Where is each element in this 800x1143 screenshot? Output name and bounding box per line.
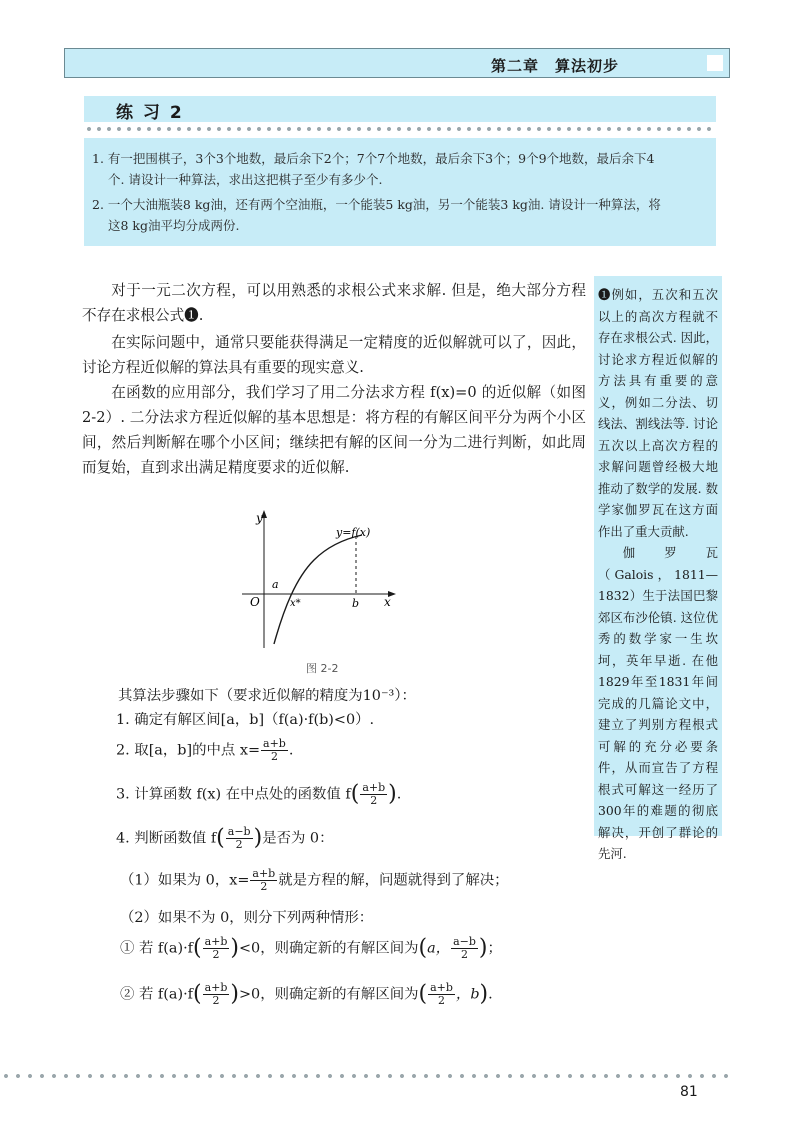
- exercise-title: 练 习 2: [116, 103, 184, 123]
- dotted-divider: [84, 126, 716, 132]
- steps-intro: 其算法步骤如下（要求近似解的精度为10⁻³）：: [118, 688, 416, 704]
- chapter-title: 第二章 算法初步: [490, 57, 619, 75]
- side-note-text-2: 伽罗瓦（Galois，1811—1832）生于法国巴黎郊区布沙伦镇. 这位优秀的数学家一生坎坷，英年早逝. 在他1829年至1831年间完成的几篇论文中，建立了判别方程根式可解的充分必要条件，从而宣告了方程根式可解这一经历了300年的难题的彻底解决，开创了群论的先河.: [598, 545, 718, 861]
- function-curve: [274, 535, 362, 644]
- case-2: （2）如果不为 0，则分下列两种情形：: [120, 910, 374, 926]
- origin-label: O: [250, 595, 260, 609]
- x-label: x: [384, 595, 391, 609]
- fraction-a-plus-b: $\frac{a+b}{2}$: [263, 737, 286, 763]
- step-4-text: 4. 判断函数值 f: [116, 830, 217, 847]
- exercise-item-1-line-2: 个. 请设计一种算法，求出这把棋子至少有多少个.: [108, 172, 383, 187]
- paragraph-2: 在实际问题中，通常只要能获得满足一定精度的近似解就可以了，因此，讨论方程近似解的算法具有重要的现实意义.: [82, 334, 586, 376]
- fraction-a-plus-b: $\frac{a+b}{2}$: [252, 867, 276, 893]
- header-square-icon: [707, 55, 723, 71]
- exercise-item-1-line-1: 1. 有一把围棋子，3个3个地数，最后余下2个；7个7个地数，最后余下3个；9个9个地数，最后余下4: [92, 151, 655, 166]
- page-number: 81: [680, 1084, 698, 1100]
- y-label: y: [256, 511, 263, 525]
- paragraph-3: 在函数的应用部分，我们学习了用二分法求方程 f(x)=0 的近似解（如图 2-2）. 二分法求方程近似解的基本思想是：将方程的有解区间平分为两个小区间，然后判断解在哪个小区间；继续把有解的区间一分为二进行判断，如此周而复始，直到求出满足精度要求的近似解.: [82, 384, 586, 476]
- paragraph-1: 对于一元二次方程，可以用熟悉的求根公式来求解. 但是，绝大部分方程不存在求根公式❶.: [82, 282, 586, 324]
- step-1: 1. 确定有解区间[a，b]（f(a)·f(b)<0）.: [116, 712, 375, 728]
- xstar-label: x*: [290, 598, 301, 609]
- a-label: a: [272, 578, 279, 591]
- curve-label: y=f(x): [336, 526, 371, 539]
- exercise-item-2-line-1: 2. 一个大油瓶装8 kg油，还有两个空油瓶，一个能装5 kg油，另一个能装3 kg油. 请设计一种算法，将: [92, 197, 661, 212]
- footer-dotted-divider: [0, 1073, 730, 1079]
- step-2: 2. 取[a，b]的中点 x= $\frac{a+b}{2}$ .: [116, 737, 294, 763]
- fraction-a-minus-b: $\frac{a-b}{2}$: [227, 825, 251, 851]
- step-4: 4. 判断函数值 f( $\frac{a-b}{2}$ )是否为 0：: [116, 825, 334, 851]
- case-1: （1）如果为 0，x= $\frac{a+b}{2}$ 就是方程的解，问题就得到了解决；: [120, 867, 509, 893]
- step-3: 3. 计算函数 f(x) 在中点处的函数值 f( $\frac{a+b}{2}$ ).: [116, 781, 402, 807]
- exercise-item-2-line-2: 这8 kg油平均分成两份.: [108, 218, 240, 233]
- figure-caption: 图 2-2: [306, 662, 339, 675]
- fraction-a-plus-b: $\frac{a+b}{2}$: [362, 781, 386, 807]
- side-note-text-1: ❶例如，五次和五次以上的高次方程就不存在求根公式. 因此，讨论求方程近似解的方法具有重要的意义，例如二分法、切线法、割线法等. 讨论五次以上高次方程的求解问题曾经极大地推动了数学的发展. 数学家伽罗瓦在这方面作出了重大贡献.: [598, 287, 718, 539]
- figure-2-2: [236, 508, 400, 652]
- subcase-2: ② 若 f(a)·f( $\frac{a+b}{2}$ )>0，则确定新的有解区间为( $\frac{a+b}{2}$ ，b).: [120, 981, 493, 1007]
- step-3-text: 3. 计算函数 f(x) 在中点处的函数值 f: [116, 786, 351, 803]
- subcase-1: ① 若 f(a)·f( $\frac{a+b}{2}$ )<0，则确定新的有解区间为(a， $\frac{a-b}{2}$ )；: [120, 935, 502, 961]
- chapter-header: [64, 48, 730, 78]
- step-2-text: 2. 取[a，b]的中点 x=: [116, 742, 261, 759]
- b-label: b: [352, 597, 360, 610]
